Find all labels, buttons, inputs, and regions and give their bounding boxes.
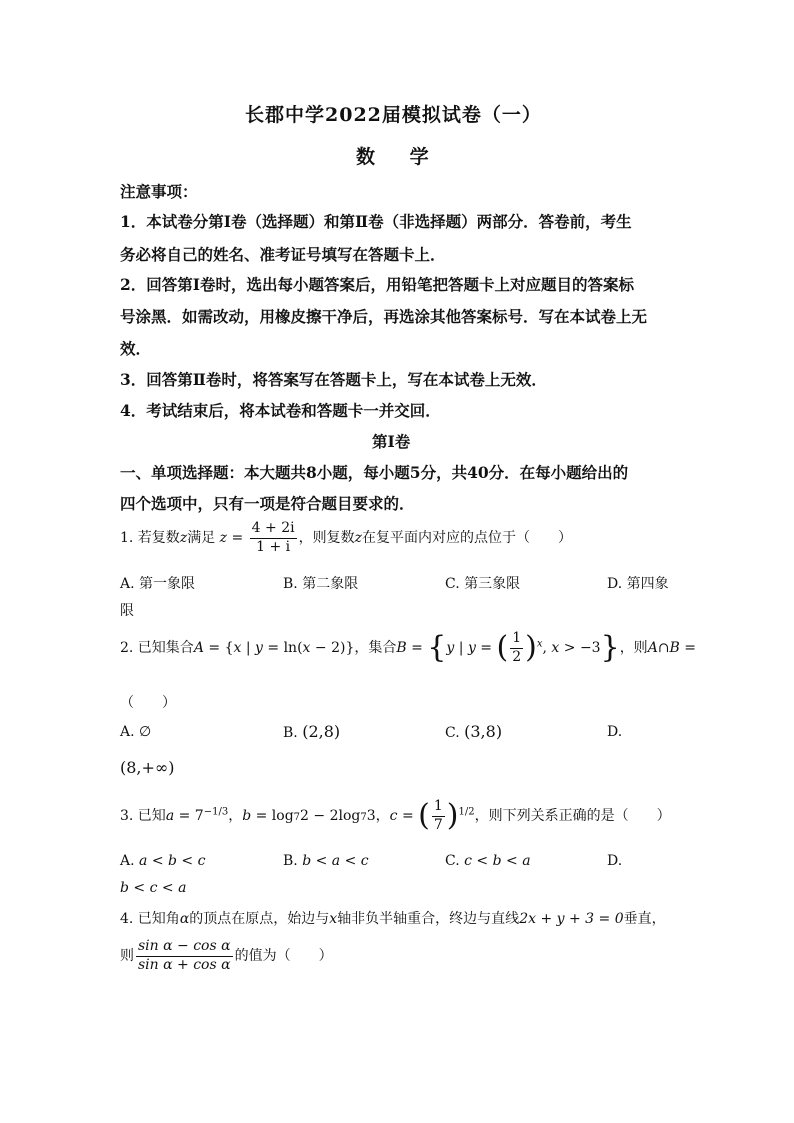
notice-item-2-line-3: 效． — [120, 339, 152, 358]
question-2-option-d-value: (8,+∞) — [120, 758, 175, 777]
question-1-option-a: A. 第一象限 — [120, 576, 196, 592]
question-2-option-d: D. — [607, 724, 623, 740]
set-a-expression: A — [193, 640, 204, 656]
question-2-paren: （ ） — [120, 695, 176, 711]
question-4-line-1: 4. 已知角α的顶点在原点，始边与x轴非负半轴重合，终边与直线2x + y + 3 = 0垂直， — [120, 911, 666, 927]
question-1-option-c: C. 第三象限 — [445, 576, 521, 592]
question-2-option-b: B. (2,8) — [283, 722, 341, 741]
question-3-option-b: B. b < a < c — [283, 853, 369, 869]
var-b-definition: b — [242, 808, 252, 824]
fraction-one-seventh: $\frac{1}{7}$ — [433, 798, 443, 833]
section-1-line-2: 四个选项中，只有一项是符合题目要求的． — [120, 494, 415, 513]
notice-item-1-line-2: 务必将自己的姓名、准考证号填写在答题卡上． — [120, 245, 446, 264]
question-1-option-b: B. 第二象限 — [283, 576, 359, 592]
set-b-expression: B — [396, 640, 407, 656]
notice-item-3: 3．回答第Ⅱ卷时，将答案写在答题卡上，写在本试卷上无效． — [120, 370, 547, 389]
question-3-option-c: C. c < b < a — [445, 853, 531, 869]
question-3-option-a: A. a < b < c — [120, 853, 206, 869]
var-a-definition: a — [165, 808, 175, 824]
question-4-line-2: 则 $\frac{\text{sin α − cos α}}{\text{sin α + cos α}}$ 的值为（ ） — [120, 938, 333, 973]
line-equation: 2x + y + 3 = 0 — [519, 911, 624, 927]
question-2-stem: 2. 已知集合A = {x | y = ln(x − 2)}，集合B = {y | y = ( $\frac{1}{2}$ )$^x$, x > −3}，则A∩B = — [120, 630, 697, 665]
question-3-option-d-value: b < c < a — [120, 880, 187, 896]
question-3-option-d: D. — [607, 853, 623, 869]
var-c-definition: c — [389, 808, 398, 824]
notice-item-2-line-2: 号涂黑．如需改动，用橡皮擦干净后，再选涂其他答案标号．写在本试卷上无 — [120, 307, 648, 326]
var-z: z — [179, 530, 188, 546]
fraction-one-half: $\frac{1}{2}$ — [512, 630, 522, 665]
notice-item-4: 4．考试结束后，将本试卷和答题卡一并交回． — [120, 401, 441, 420]
var-alpha: α — [179, 911, 190, 927]
question-1-option-d-wrap: 限 — [120, 603, 134, 619]
question-3-stem: 3. 已知$a = 7^{-1/3}$，b = log72 − 2log73，c = ( $\frac{1}{7}$ )$^{1/2}$，则下列关系正确的是（ ） — [120, 798, 671, 833]
question-2-option-c: C. (3,8) — [445, 722, 503, 741]
question-2-option-a: A. ∅ — [120, 724, 152, 740]
question-1-stem: 1. 若复数z满足 z = $\frac{4 + 2i}{1 + i}$ ，则复数z在复平面内对应的点位于（ ） — [120, 520, 572, 555]
fraction-4-plus-2i-over-1-plus-i: $\frac{4 + 2i}{1 + i}$ — [251, 520, 295, 555]
notice-item-1-line-1: 1．本试卷分第Ⅰ卷（选择题）和第Ⅱ卷（非选择题）两部分．答卷前，考生 — [120, 212, 632, 231]
notice-heading: 注意事项： — [120, 182, 198, 201]
question-1-option-d: D. 第四象 — [607, 576, 669, 592]
notice-item-2-line-1: 2．回答第Ⅰ卷时，选出每小题答案后，用铅笔把答题卡上对应题目的答案标 — [120, 275, 635, 294]
section-1-line-1: 一、单项选择题：本大题共8小题，每小题5分，共40分．在每小题给出的 — [120, 463, 629, 482]
part-1-heading: 第Ⅰ卷 — [372, 432, 411, 451]
exam-title: 长郡中学2022届模拟试卷（一） — [245, 104, 542, 126]
fraction-sin-cos: $\frac{\text{sin α − cos α}}{\text{sin α + cos α}}$ — [138, 938, 231, 973]
subject-title: 数 学 — [356, 146, 429, 168]
